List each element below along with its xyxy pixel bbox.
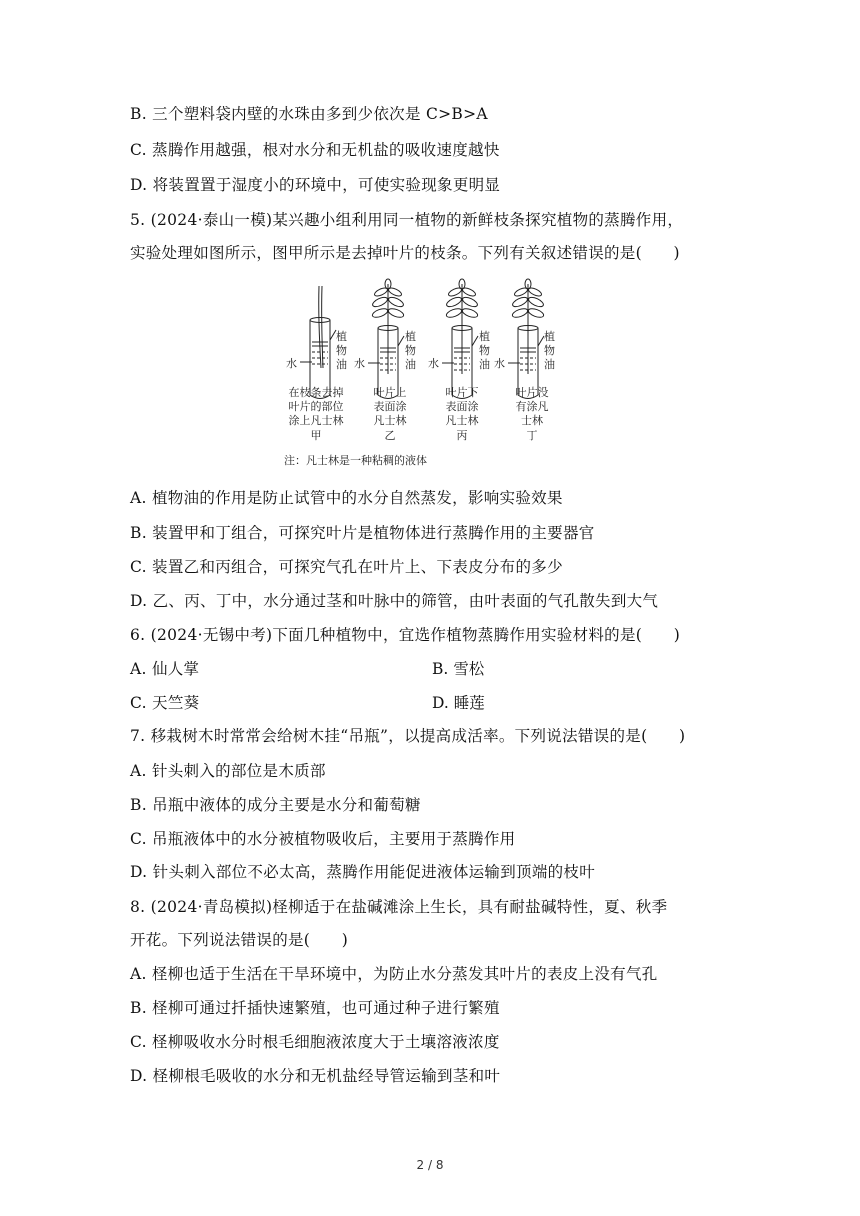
question-6-stem: 6. (2024·无锡中考)下面几种植物中，宜选作植物蒸腾作用实验材料的是( ) (130, 626, 681, 644)
question-8-stem-2: 开花。下列说法错误的是( ) (130, 931, 349, 949)
question-7-stem: 7. 移栽树木时常常会给树木挂“吊瓶”，以提高成活率。下列说法错误的是( ) (130, 727, 686, 745)
question-7-option-a: A. 针头刺入的部位是木质部 (130, 762, 326, 780)
caption-ding-4: 丁 (526, 429, 538, 442)
oil-label-yi-1: 植 (405, 330, 416, 343)
option-b-line: B. 三个塑料袋内壁的水珠由多到少依次是 C>B>A (130, 105, 488, 123)
question-5-option-b: B. 装置甲和丁组合，可探究叶片是植物体进行蒸腾作用的主要器官 (130, 524, 595, 542)
water-label-bing: 水 (428, 357, 439, 370)
page-number: 2 / 8 (416, 1158, 444, 1172)
caption-ding-3: 士林 (521, 414, 543, 427)
apparatus-jia (300, 286, 336, 399)
option-c-line: C. 蒸腾作用越强，根对水分和无机盐的吸收速度越快 (130, 141, 500, 159)
oil-label-ding-1: 植 (544, 330, 555, 343)
caption-yi-1: 叶片上 (373, 386, 407, 399)
caption-yi-2: 表面涂 (373, 400, 407, 413)
oil-label-bing-1: 植 (479, 330, 490, 343)
caption-yi-4: 乙 (384, 429, 396, 442)
oil-label-ding-3: 油 (544, 358, 555, 371)
caption-yi-3: 凡士林 (373, 414, 407, 427)
apparatus-yi (368, 279, 405, 399)
question-8-option-d: D. 柽柳根毛吸收的水分和无机盐经导管运输到茎和叶 (130, 1067, 501, 1085)
caption-ding-1: 叶片没 (515, 386, 549, 399)
question-8-option-b: B. 柽柳可通过扦插快速繁殖，也可通过种子进行繁殖 (130, 999, 500, 1017)
caption-bing-4: 丙 (456, 429, 468, 442)
figure-note: 注：凡士林是一种粘稠的液体 (284, 454, 427, 467)
experiment-figure (280, 278, 580, 473)
question-8-option-a: A. 柽柳也适于生活在干旱环境中，为防止水分蒸发其叶片的表皮上没有气孔 (130, 965, 658, 983)
question-6-option-a: A. 仙人掌 (130, 660, 200, 678)
caption-ding-2: 有涂凡 (515, 400, 549, 413)
question-5-option-d: D. 乙、丙、丁中，水分通过茎和叶脉中的筛管，由叶表面的气孔散失到大气 (130, 592, 659, 610)
caption-bing-1: 叶片下 (445, 386, 479, 399)
question-6-option-b: B. 雪松 (432, 660, 485, 678)
water-label-ding: 水 (494, 357, 505, 370)
question-5-stem-2: 实验处理如图所示，图甲所示是去掉叶片的枝条。下列有关叙述错误的是( ) (130, 244, 680, 262)
caption-bing-2: 表面涂 (445, 400, 479, 413)
oil-label-bing-2: 物 (479, 344, 490, 357)
oil-label-yi-3: 油 (405, 358, 416, 371)
apparatus-bing (442, 279, 479, 399)
question-6-option-c: C. 天竺葵 (130, 694, 200, 712)
apparatus-ding (508, 279, 545, 399)
oil-label-bing-3: 油 (479, 358, 490, 371)
question-7-option-b: B. 吊瓶中液体的成分主要是水分和葡萄糖 (130, 796, 421, 814)
caption-bing-3: 凡士林 (445, 414, 479, 427)
water-label-jia: 水 (286, 357, 297, 370)
caption-jia-1: 在枝条去掉 (288, 386, 344, 399)
oil-label-yi-2: 物 (405, 344, 416, 357)
oil-label-jia-1: 植 (336, 330, 347, 343)
question-5-stem-1: 5. (2024·泰山一模)某兴趣小组利用同一植物的新鲜枝条探究植物的蒸腾作用， (130, 211, 684, 229)
caption-jia-4: 甲 (310, 429, 322, 442)
water-label-yi: 水 (354, 357, 365, 370)
question-7-option-d: D. 针头刺入部位不必太高，蒸腾作用能促进液体运输到顶端的枝叶 (130, 863, 596, 881)
caption-jia-2: 叶片的部位 (288, 400, 344, 413)
question-7-option-c: C. 吊瓶液体中的水分被植物吸收后，主要用于蒸腾作用 (130, 830, 516, 848)
question-8-stem-1: 8. (2024·青岛模拟)柽柳适于在盐碱滩涂上生长，具有耐盐碱特性，夏、秋季 (130, 898, 668, 916)
question-5-option-a: A. 植物油的作用是防止试管中的水分自然蒸发，影响实验效果 (130, 489, 563, 507)
oil-label-ding-2: 物 (544, 344, 555, 357)
oil-label-jia-2: 物 (336, 344, 347, 357)
oil-label-jia-3: 油 (336, 358, 347, 371)
option-d-line: D. 将装置置于湿度小的环境中，可使实验现象更明显 (130, 176, 501, 194)
experiment-diagram (280, 278, 580, 473)
question-6-option-d: D. 睡莲 (432, 694, 485, 712)
caption-jia-3: 涂上凡士林 (288, 414, 344, 427)
question-5-option-c: C. 装置乙和丙组合，可探究气孔在叶片上、下表皮分布的多少 (130, 558, 563, 576)
question-8-option-c: C. 柽柳吸收水分时根毛细胞液浓度大于土壤溶液浓度 (130, 1033, 500, 1051)
